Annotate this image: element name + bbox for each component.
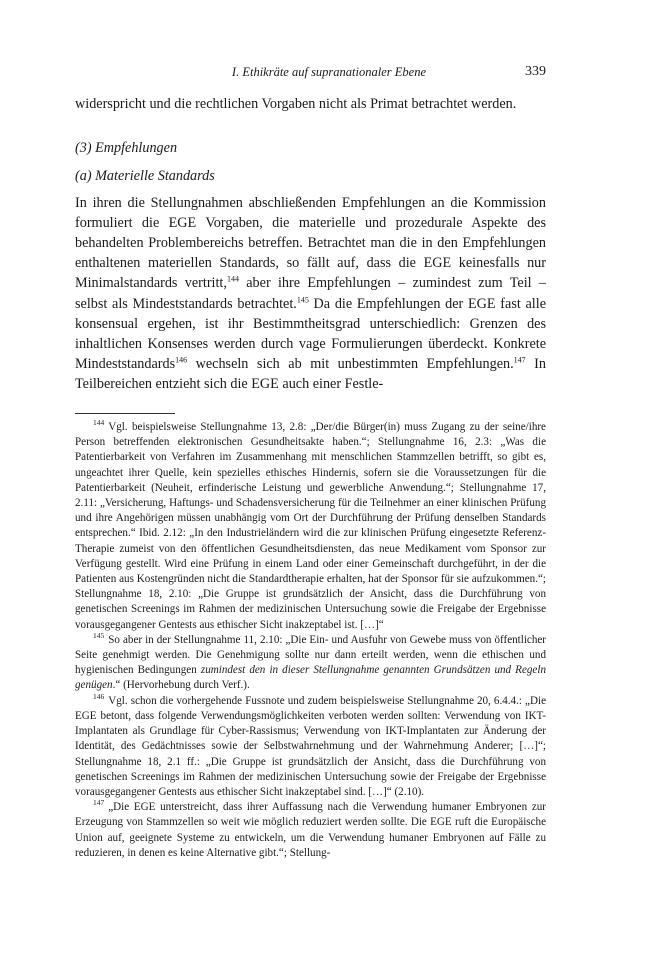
footnote-number: 146 xyxy=(93,692,105,701)
footnote-text: So aber in der Stellungnahme 11, 2.10: „Die Ein- und Ausfuhr von Gewebe muss von öffentlicher Seite genehmigt werden. Die Genehmigung sollte nur dann erteilt werden, wenn die ethischen und hygienischen Bedingungen xyxy=(75,633,546,677)
main-body xyxy=(75,94,546,861)
footnote-146 xyxy=(75,694,546,800)
para-text: In ihren die Stellungnahmen abschließenden Empfehlungen an die Kommission formuliert die EGE Vorgaben, die materielle und prozedurale Aspekte des behandelten Problembereichs betreffen. Betrachtet man die in den Empfehlungen enthaltenen materiellen Standards, so fällt auf, dass die EGE keinesfalls nur Minimalstandards vertritt, xyxy=(75,195,546,292)
para-text: aber ihre Empfehlungen – zumindest zum Teil – selbst als Mindeststandards betrachtet. xyxy=(75,275,547,312)
para-text: In Teilbereichen entzieht sich die EGE auch einer Festle- xyxy=(75,355,546,392)
footnote-text: .“ (Hervorhebung durch Verf.). xyxy=(112,679,250,692)
footnote-separator xyxy=(75,413,175,414)
footnote-emphasis: zumindest den in dieser Stellungnahme genannten Grundsätzen und Regeln genügen xyxy=(75,664,546,692)
section-heading: (3) Empfehlungen xyxy=(75,140,178,157)
footnote-144 xyxy=(75,420,546,633)
footnote-text: „Die EGE unterstreicht, dass ihrer Auffassung nach die Verwendung humaner Embryonen zur Erzeugung von Stammzellen so weit wie möglich reduziert werden sollte. Die EGE ruft die Europäische Union auf, geeignete Systeme zu entwickeln, um die Verwendung humaner Embryonen auf Fälle zu reduzieren, in denen es keine Alternative gibt.“; Stellung- xyxy=(75,801,546,859)
page-header xyxy=(75,62,546,82)
running-head: I. Ethikräte auf supranationaler Ebene xyxy=(231,65,426,79)
body-paragraph xyxy=(75,193,546,394)
page-number: 339 xyxy=(525,64,546,79)
footnote-text: Vgl. schon die vorhergehende Fussnote und zudem beispielsweise Stellungnahme 20, 6.4.4.: „Die EGE betont, dass folgende Verwendungsmöglichkeiten verboten werden sollten: Verwendung von IKT-Implantaten als Grundlage für Cyber-Rassismus; Verwendung von IKT-Implantaten zur Änderung der Identität, des Gedächtnisses sowie der Selbstwahrnehmung und der Wahrnehmung Anderer; […]“; Stellungnahme 18, 2.1 ff.: „Die Gruppe ist grundsätzlich der Ansicht, dass die Durchführung von genetischen Screenings im Rahmen der medizinischen Untersuchung sowie der Freigabe der Ergebnisse vorausgegangener Gentests aus ethischer Sicht inakzeptabel sind. […]“ (2.10). xyxy=(75,694,546,798)
footnotes xyxy=(75,420,546,861)
footnote-text: Vgl. beispielsweise Stellungnahme 13, 2.8: „Der/die Bürger(in) muss Zugang zu der seine/ihre Person betreffenden elektronischen Gesundheitsakte haben.“; Stellungnahme 16, 2.3: „Was die Patentierbarkeit von Verfahren im Zusammenhang mit menschlichen Stammzellen betrifft, so gibt es, ungeachtet ihrer Quelle, kein spezielles ethisches Hindernis, sofern sie die Voraussetzungen für die Patentierbarkeit (Neuheit, erfinderische Leistung und gewerbliche Anwendung.“; Stellungnahme 17, 2.11: „Versicherung, Haftungs- und Schadensversicherung für die Teilnehmer an einer klinischen Prüfung und ihre Angehörigen müssen unabhängig vom Ort der Durchführung der Prüfung denselben Standards entsprechen.“ Ibid. 2.12: „In den Industrieländern wird die zur klinischen Prüfung eingesetzte Referenz-Therapie zumeist von den öffentlichen Gesundheitsdiensten, das neue Medikament vom Sponsor zur Verfügung gestellt. Wird eine Prüfung in einem Land oder einer Gemeinschaft durchgeführt, in der die Patienten aus Kostengründen nicht die Standardtherapie erhalten, hat der Sponsor für sie aufzukommen.“; Stellungnahme 18, 2.10: „Die Gruppe ist grundsätzlich der Ansicht, dass die Durchführung von genetischen Screenings im Rahmen der medizinischen Untersuchung sowie die Freigabe der Ergebnisse vorausgegangener Gentests aus ethischer Sicht inakzeptabel ist. […]“ xyxy=(75,421,546,631)
footnote-ref: 147 xyxy=(513,355,526,365)
footnote-ref: 145 xyxy=(296,294,309,304)
subsection-heading: (a) Materielle Standards xyxy=(75,168,215,185)
para-text: Da die Empfehlungen der EGE fast alle konsensual ergehen, ist ihr Bestimmtheitsgrad unterschiedlich: Grenzen des inhaltlichen Konsenses werden durch vage Formulierungen überdeckt. Konkrete Mindeststandards xyxy=(75,295,546,372)
footnote-145 xyxy=(75,633,546,694)
footnote-number: 144 xyxy=(93,418,105,428)
footnote-ref: 146 xyxy=(175,355,188,365)
footnote-ref: 144 xyxy=(226,274,239,284)
footnote-number: 145 xyxy=(93,631,105,641)
para-text: wechseln sich ab mit unbestimmten Empfehlungen. xyxy=(187,355,514,372)
continuation-paragraph: widerspricht und die rechtlichen Vorgaben nicht als Primat betrachtet werden. xyxy=(75,96,517,112)
footnote-147 xyxy=(75,800,546,861)
footnote-number: 147 xyxy=(93,798,105,808)
